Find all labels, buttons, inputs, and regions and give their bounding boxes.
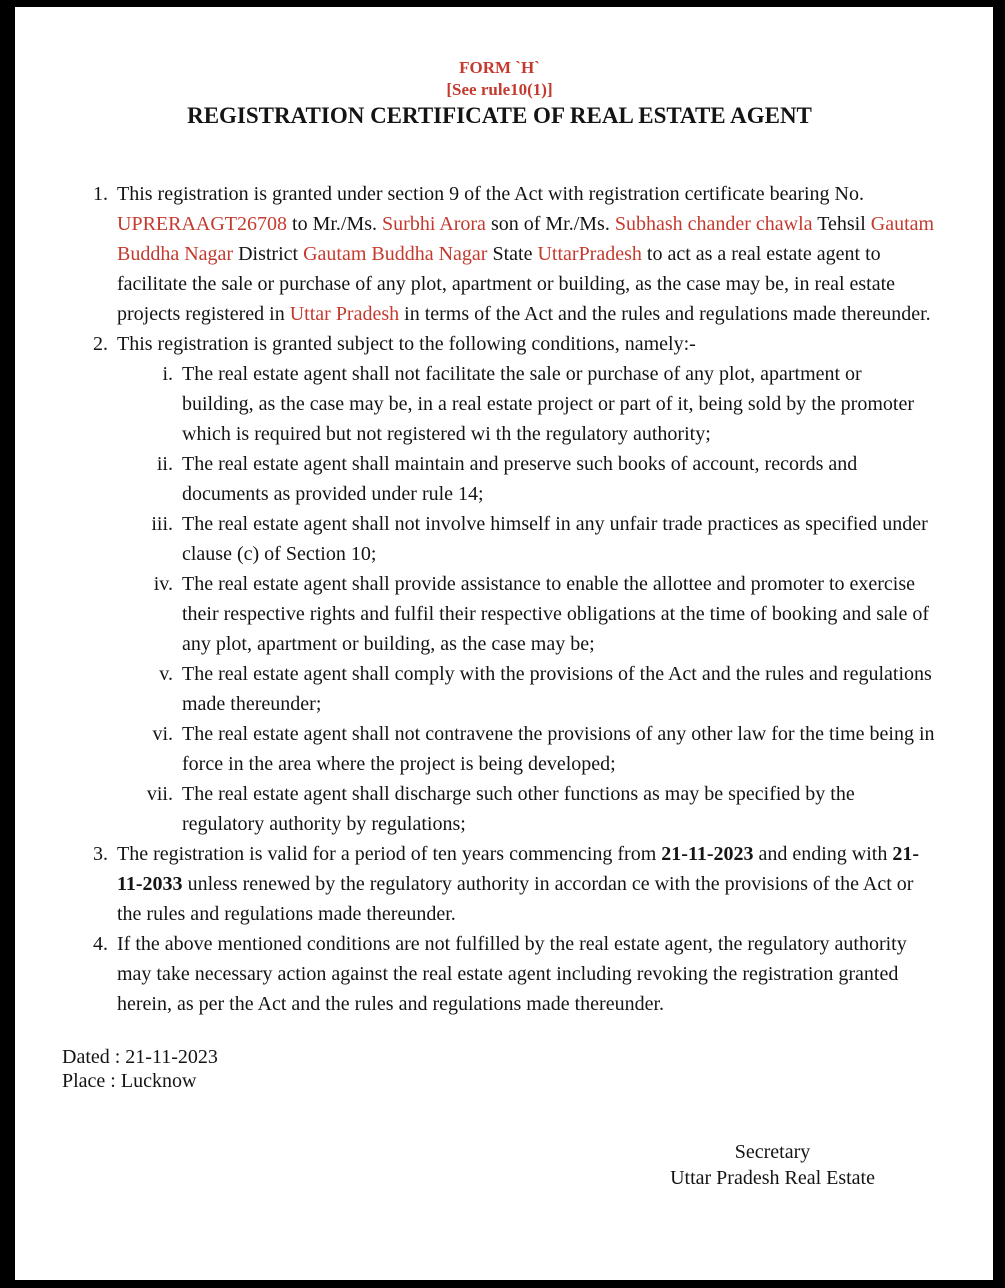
- clause-3-number: 3.: [93, 843, 108, 865]
- condition-v-number: v.: [159, 663, 173, 685]
- signature-block: [670, 1139, 875, 1191]
- condition-i-text: The real estate agent shall not facilitate the sale or purchase of any plot, apartment or building, as the case may be, in a real estate project or part of it, being sold by the promoter which is required but not registered wi th the regulatory authority;: [182, 363, 914, 445]
- clause-1-text: [117, 183, 934, 325]
- condition-ii-text: The real estate agent shall maintain and preserve such books of account, records and documents as provided under rule 14;: [182, 453, 858, 505]
- condition-ii: [156, 449, 937, 509]
- condition-vi: [152, 719, 937, 779]
- highlight-value: UttarPradesh: [537, 243, 642, 265]
- highlight-value: Surbhi Arora: [382, 213, 486, 235]
- clause-1: [93, 179, 937, 329]
- condition-iv-text: The real estate agent shall provide assistance to enable the allottee and promoter to exercise their respective rights and fulfil their respective obligations at the time of booking and sale of any plot, apartment or building, as the case may be;: [182, 573, 930, 655]
- page-title: REGISTRATION CERTIFICATE OF REAL ESTATE AGENT: [187, 103, 812, 128]
- condition-vi-text: The real estate agent shall not contravene the provisions of any other law for the time being in force in the area where the project is being developed;: [182, 723, 935, 775]
- dated-line: Dated : 21-11-2023: [62, 1046, 218, 1068]
- rule-reference: [See rule10(1)]: [446, 80, 553, 99]
- clause-1-number: 1.: [93, 183, 108, 205]
- text-segment: and ending with: [753, 843, 893, 865]
- place-line: Place : Lucknow: [62, 1070, 197, 1092]
- clause-2-number: 2.: [93, 333, 108, 355]
- highlight-value: Gautam Buddha Nagar: [117, 213, 935, 265]
- highlight-value: Subhash chander chawla: [614, 213, 813, 235]
- text-segment: Tehsil: [812, 213, 871, 235]
- condition-v-text: The real estate agent shall comply with the provisions of the Act and the rules and regulations made thereunder;: [182, 663, 932, 715]
- clause-3: [93, 839, 937, 929]
- text-segment: State: [487, 243, 538, 265]
- date-place-block: [62, 1045, 937, 1093]
- condition-vii-text: The real estate agent shall discharge such other functions as may be specified by the regulatory authority by regulations;: [182, 783, 855, 835]
- clause-3-text: [117, 843, 919, 925]
- form-title: FORM `H`: [459, 58, 540, 77]
- bold-value: 21-11-2023: [661, 843, 754, 865]
- signatory-org: Uttar Pradesh Real Estate: [670, 1167, 875, 1189]
- text-segment: to Mr./Ms.: [287, 213, 383, 235]
- condition-iii-text: The real estate agent shall not involve himself in any unfair trade practices as specified under clause (c) of Section 10;: [182, 513, 928, 565]
- clause-4: [93, 929, 937, 1019]
- condition-vi-number: vi.: [152, 723, 173, 745]
- clause-4-text: If the above mentioned conditions are not fulfilled by the real estate agent, the regulatory authority may take necessary action against the real estate agent including revoking the registration granted herein, as per the Act and the rules and regulations made thereunder.: [117, 933, 907, 1015]
- text-segment: District: [233, 243, 304, 265]
- bold-value: 21-11-2033: [117, 843, 920, 895]
- condition-iii: [151, 509, 937, 569]
- condition-vii: [146, 779, 937, 839]
- text-segment: unless renewed by the regulatory authority in accordan ce with the provisions of the Act or the rules and regulations made thereunder.: [117, 873, 914, 925]
- condition-vii-number: vii.: [146, 783, 173, 805]
- condition-iii-number: iii.: [151, 513, 173, 535]
- text-segment: This registration is granted under section 9 of the Act with registration certificate bearing No.: [117, 183, 864, 205]
- text-segment: in terms of the Act and the rules and regulations made thereunder.: [399, 303, 931, 325]
- clause-2-text: This registration is granted subject to the following conditions, namely:-: [117, 333, 696, 355]
- clause-2: [93, 329, 937, 839]
- condition-i-number: i.: [162, 363, 173, 385]
- highlight-value: Gautam Buddha Nagar: [303, 243, 488, 265]
- certificate-content: [15, 7, 993, 1191]
- text-segment: to act as a real estate agent to facilitate the sale or purchase of any plot, apartment or building, as the case may be, in real estate projects registered in: [117, 243, 896, 325]
- highlight-value: Uttar Pradesh: [289, 303, 400, 325]
- clause-4-number: 4.: [93, 933, 108, 955]
- condition-iv-number: iv.: [153, 573, 173, 595]
- signatory-title: Secretary: [734, 1141, 811, 1163]
- condition-list: [117, 359, 937, 839]
- clause-list: [62, 179, 937, 1019]
- text-segment: son of Mr./Ms.: [485, 213, 615, 235]
- condition-v: [159, 659, 937, 719]
- condition-ii-number: ii.: [156, 453, 173, 475]
- highlight-value: UPRERAAGT26708: [117, 213, 288, 235]
- condition-iv: [153, 569, 937, 659]
- condition-i: [162, 359, 937, 449]
- text-segment: The registration is valid for a period of ten years commencing from: [117, 843, 662, 865]
